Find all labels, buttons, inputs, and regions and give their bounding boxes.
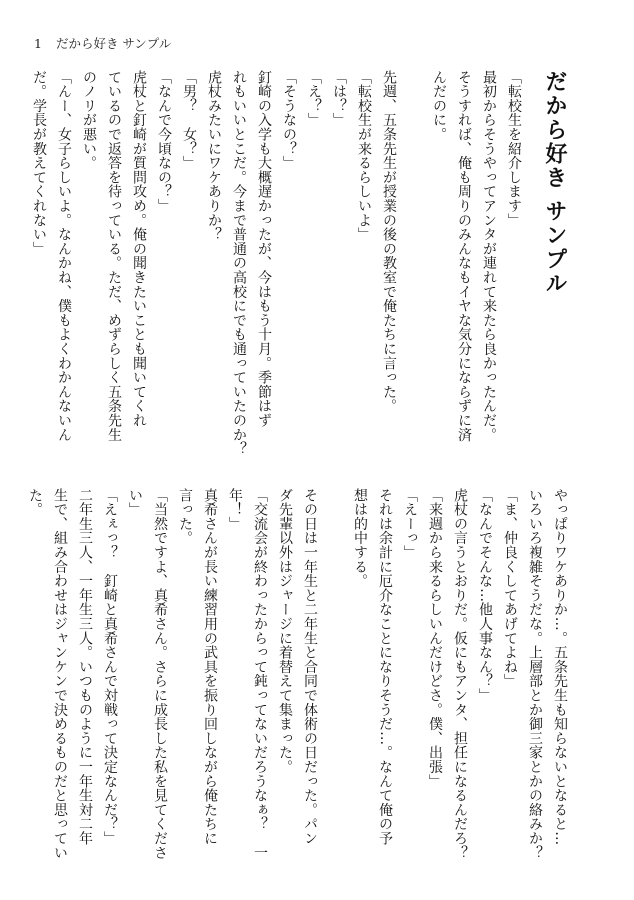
text-line: 「なんで今頃なの？」 <box>156 70 172 213</box>
text-line: 真希さんが長い練習用の武具を振り回しながら俺たちに <box>202 488 218 846</box>
text-line: 「え？」 <box>306 70 322 128</box>
text-line: 年！」 <box>227 488 243 531</box>
text-line: ているので返答を待っている。ただ、めずらしく五条先生 <box>106 70 122 442</box>
text-line: 「来週から来るらしいんだけどさ。僕、出張」 <box>427 488 443 789</box>
text-line: 「えぇっ？ 釘崎と真希さんで対戦って決定なんだ？」 <box>102 488 118 846</box>
text-line: 「そうなの？」 <box>281 70 297 171</box>
text-line: 虎杖の言うとおりだ。仮にもアンタ、担任になるんだろ？ <box>452 488 468 860</box>
text-line: い」 <box>127 488 143 517</box>
text-line: れもいいとこだ。今まで普通の高校にでも通っていたのか？ <box>231 70 247 457</box>
blank-line <box>322 488 347 868</box>
text-line: その日は一年生と二年生と合同で体術の日だった。パン <box>302 488 318 846</box>
text-line: 虎杖みたいにワケありか？ <box>206 70 222 242</box>
text-line: 言った。 <box>177 488 193 546</box>
text-line: た。 <box>27 488 43 517</box>
text-line: 「ま、仲良くしてあげてよね」 <box>502 488 518 689</box>
text-line: 「転校生を紹介します」 <box>506 70 522 228</box>
text-line: それは余計に厄介なことになりそうだ…。なんて俺の予 <box>377 488 393 846</box>
text-line: 「男？ 女？」 <box>181 70 197 171</box>
blank-line <box>401 70 426 465</box>
lower-text-block <box>27 488 572 868</box>
text-line: 虎杖と釘崎が質問攻め。俺の聞きたいことも聞いてくれ <box>131 70 147 428</box>
chapter-title: だから好き サンプル <box>542 70 567 296</box>
upper-text-block <box>31 70 572 465</box>
text-line: 二年生三人、一年生三人。いつものように一年生対二年 <box>77 488 93 846</box>
text-line: いろいろ複雑そうだな。上層部とか御三家とかの絡みか？ <box>527 488 543 860</box>
text-line: ダ先輩以外はジャージに着替えて集まった。 <box>277 488 293 774</box>
text-line: 生で、組み合わせはジャンケンで決めるものだと思ってい <box>52 488 68 860</box>
text-line: 「えーっ」 <box>402 488 418 560</box>
text-line: 「当然ですよ、真希さん。さらに成長した私を見てくださ <box>152 488 168 860</box>
text-line: 先週、五条先生が授業の後の教室で俺たちに言った。 <box>381 70 397 414</box>
running-header <box>34 34 171 52</box>
text-line: そうすれば、俺も周りのみんなもイヤな気分にならずに済 <box>456 70 472 442</box>
text-line: 想は的中する。 <box>352 488 368 589</box>
text-line: んだのに。 <box>431 70 447 142</box>
text-line: 釘崎の入学も大概遅かったが、今はもう十月。季節はず <box>256 70 272 428</box>
text-line: 「なんでそんな…他人事なん？」 <box>477 488 493 703</box>
text-line: 最初からそうやってアンタが連れて来たら良かったんだ。 <box>481 70 497 442</box>
running-title: だから好き サンプル <box>55 36 172 51</box>
page-number: 1 <box>34 36 42 51</box>
text-line: 「交流会が終わったからって鈍ってないだろうなぁ？ 一 <box>252 488 268 860</box>
text-line: 「は？」 <box>331 70 347 128</box>
text-line: 「転校生が来るらしいよ」 <box>356 70 372 242</box>
text-line: 「んー、女子らしいよ。なんかね、僕もよくわかんないん <box>56 70 72 442</box>
text-line: のノリが悪い。 <box>81 70 97 171</box>
text-line: やっぱりワケありか…。五条先生も知らないとなると… <box>552 488 568 846</box>
text-line: だ。学長が教えてくれない」 <box>31 70 47 256</box>
